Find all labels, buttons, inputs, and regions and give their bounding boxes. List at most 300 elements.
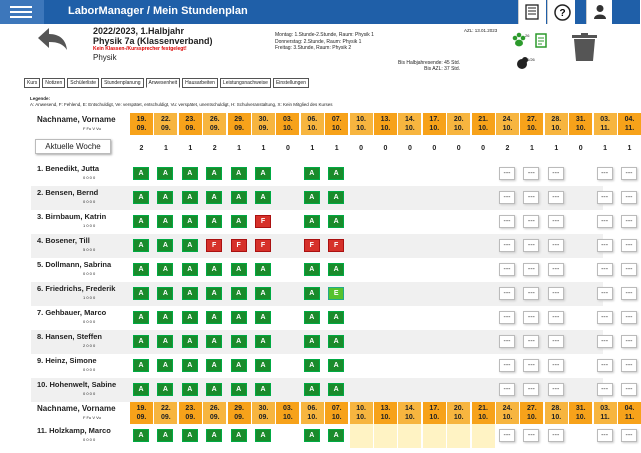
attendance-empty-button[interactable]: --- — [548, 287, 564, 300]
date-day: 07. — [331, 116, 342, 123]
date-month: 10. — [527, 125, 537, 132]
attendance-mark-A[interactable]: A — [231, 191, 247, 204]
tab-hausarbeiten[interactable]: Hausarbeiten — [182, 78, 218, 88]
attendance-mark-A[interactable]: A — [157, 167, 173, 180]
lesson-count-cell: 1 — [163, 145, 168, 152]
date-day: 31. — [575, 405, 586, 412]
date-month: 09. — [136, 414, 147, 421]
trash-icon[interactable] — [571, 33, 599, 63]
date-month: 10. — [453, 125, 464, 132]
attendance-empty-button[interactable]: --- — [548, 429, 564, 442]
date-month: 10. — [331, 125, 342, 132]
attendance-empty-button[interactable]: --- — [499, 239, 515, 252]
attendance-empty-button[interactable]: --- — [548, 263, 564, 276]
attendance-mark-A[interactable]: A — [182, 359, 198, 372]
date-month: 10. — [283, 414, 293, 421]
attendance-mark-A[interactable]: A — [182, 383, 198, 396]
date-header-cell[interactable] — [179, 113, 202, 135]
date-month: 10. — [478, 414, 488, 421]
date-month: 11. — [624, 125, 635, 132]
tab-anwesenheit[interactable]: Anwesenheit — [146, 78, 181, 88]
attendance-mark-A[interactable]: A — [206, 311, 222, 324]
student-name[interactable]: 3. Birnbaum, Katrin — [37, 212, 107, 221]
date-header-row — [31, 402, 635, 424]
date-month: 11. — [600, 414, 610, 421]
attendance-mark-A[interactable]: A — [133, 287, 149, 300]
date-header-cell[interactable] — [130, 113, 153, 135]
attendance-mark-A[interactable]: A — [304, 287, 320, 300]
attendance-empty-button[interactable]: --- — [597, 359, 613, 372]
student-counts: 0 0 0 0 — [83, 391, 96, 396]
student-row — [31, 162, 633, 186]
date-month: 09. — [136, 125, 147, 132]
attendance-mark-A[interactable]: A — [157, 335, 173, 348]
student-counts: 1 0 0 0 — [83, 223, 96, 228]
attendance-mark-A[interactable]: A — [328, 311, 344, 324]
attendance-empty-button[interactable]: --- — [499, 263, 515, 276]
student-counts: 2 0 0 0 — [83, 343, 96, 348]
date-day: 28. — [551, 405, 562, 412]
date-header-cell[interactable] — [520, 113, 543, 135]
tab-stundenplanung[interactable]: Stundenplanung — [101, 78, 143, 88]
user-button[interactable] — [586, 0, 612, 24]
lesson-count-cell: 1 — [310, 145, 315, 152]
attendance-mark-A[interactable]: A — [133, 335, 149, 348]
date-header-cell[interactable] — [520, 402, 543, 424]
student-name[interactable]: 8. Hansen, Steffen — [37, 332, 103, 341]
date-header-cell[interactable] — [325, 402, 348, 424]
attendance-mark-A[interactable]: A — [182, 429, 198, 442]
date-day: 29. — [234, 405, 244, 412]
attendance-empty-button[interactable]: --- — [597, 429, 613, 442]
attendance-empty-button[interactable]: --- — [499, 359, 515, 372]
attendance-mark-A[interactable]: A — [231, 263, 247, 276]
attendance-mark-A[interactable]: A — [157, 383, 173, 396]
attendance-mark-A[interactable]: A — [255, 311, 271, 324]
date-header-cell[interactable] — [569, 402, 592, 424]
date-header-cell[interactable] — [350, 402, 373, 424]
attendance-empty-button[interactable]: --- — [548, 335, 564, 348]
attendance-mark-F[interactable]: F — [328, 239, 344, 252]
date-day: 28. — [551, 116, 562, 123]
attendance-mark-A[interactable]: A — [133, 263, 149, 276]
date-header-cell[interactable] — [203, 113, 226, 135]
attendance-empty-button[interactable]: --- — [597, 311, 613, 324]
date-month: 10. — [283, 125, 293, 132]
date-header-cell[interactable] — [398, 402, 421, 424]
legend-text: A: Anwesend, F: Fehlend, E: Entschuldigt, Ve: verspätet, entschuldigt, Vu: verspätet, unentschuldigt, H: Schulveranstaltung, X: Kein Mitglied des Kurses — [30, 101, 333, 107]
student-name[interactable]: 5. Dollmann, Sabrina — [37, 260, 112, 269]
attendance-mark-A[interactable]: A — [206, 215, 222, 228]
attendance-empty-button[interactable]: --- — [597, 191, 613, 204]
document-icon[interactable] — [535, 33, 547, 48]
student-counts: 0 0 0 0 — [83, 437, 96, 442]
date-day: 13. — [380, 405, 391, 412]
date-header-cell[interactable] — [594, 402, 617, 424]
student-row — [31, 234, 633, 258]
date-month: 10. — [551, 414, 562, 421]
attendance-mark-A[interactable]: A — [304, 335, 320, 348]
attendance-mark-A[interactable]: A — [206, 359, 222, 372]
date-header-cell[interactable] — [496, 402, 519, 424]
attendance-empty-button[interactable]: --- — [499, 311, 515, 324]
attendance-empty-button[interactable]: --- — [499, 383, 515, 396]
attendance-mark-A[interactable]: A — [304, 263, 320, 276]
date-day: 14. — [405, 116, 415, 123]
student-name[interactable]: 1. Benedikt, Jutta — [37, 164, 100, 173]
attendance-empty-button[interactable]: --- — [597, 215, 613, 228]
attendance-mark-A[interactable]: A — [255, 335, 271, 348]
date-day: 06. — [307, 116, 318, 123]
attendance-mark-F[interactable]: F — [304, 239, 320, 252]
attendance-mark-A[interactable]: A — [255, 429, 271, 442]
attendance-mark-A[interactable]: A — [133, 167, 149, 180]
student-name[interactable]: 4. Bosener, Till — [37, 236, 90, 245]
student-name[interactable]: 6. Friedrichs, Frederik — [37, 284, 116, 293]
attendance-mark-A[interactable]: A — [157, 239, 173, 252]
date-month: 10. — [575, 414, 586, 421]
attendance-mark-A[interactable]: A — [133, 429, 149, 442]
attendance-mark-A[interactable]: A — [182, 239, 198, 252]
attendance-empty-button[interactable]: --- — [548, 311, 564, 324]
attendance-mark-A[interactable]: A — [157, 359, 173, 372]
attendance-mark-A[interactable]: A — [182, 215, 198, 228]
date-header-cell[interactable] — [301, 402, 324, 424]
attendance-empty-button[interactable]: --- — [523, 215, 539, 228]
attendance-empty-button[interactable]: --- — [499, 167, 515, 180]
svg-text:?: ? — [559, 8, 566, 19]
tab-leistungsnachweise[interactable]: Leistungsnachweise — [220, 78, 271, 88]
attendance-mark-A[interactable]: A — [206, 287, 222, 300]
date-header-cell[interactable] — [130, 402, 153, 424]
attendance-mark-A[interactable]: A — [231, 383, 247, 396]
attendance-mark-A[interactable]: A — [304, 311, 320, 324]
student-counts: 0 0 0 0 — [83, 319, 96, 324]
paw-count: 26 — [525, 33, 530, 38]
student-counts: 0 0 0 0 — [83, 175, 96, 180]
attendance-mark-A[interactable]: A — [304, 359, 320, 372]
date-month: 09. — [161, 125, 171, 132]
attendance-empty-button[interactable]: --- — [523, 239, 539, 252]
attendance-empty-button[interactable]: --- — [523, 311, 539, 324]
attendance-mark-E[interactable]: E — [328, 287, 344, 300]
back-arrow-icon[interactable] — [36, 26, 70, 52]
date-month: 10. — [331, 414, 342, 421]
date-header-cell[interactable] — [252, 113, 275, 135]
attendance-empty-button[interactable]: --- — [621, 335, 637, 348]
attendance-mark-A[interactable]: A — [231, 167, 247, 180]
notes-button[interactable] — [518, 0, 546, 24]
user-icon — [593, 4, 607, 20]
attendance-empty-button[interactable]: --- — [548, 215, 564, 228]
date-day: 03. — [283, 116, 293, 123]
holiday-cell — [472, 424, 495, 448]
tab-einstellungen[interactable]: Einstellungen — [273, 78, 309, 88]
attendance-empty-button[interactable]: --- — [621, 215, 637, 228]
attendance-mark-A[interactable]: A — [328, 335, 344, 348]
hamburger-line — [10, 11, 32, 13]
date-header-cell[interactable] — [545, 113, 568, 135]
attendance-mark-A[interactable]: A — [304, 215, 320, 228]
date-day: 27. — [527, 405, 537, 412]
help-button[interactable] — [547, 0, 575, 24]
count-column-header: F Fu V Vu — [83, 126, 101, 131]
attendance-mark-A[interactable]: A — [231, 215, 247, 228]
attendance-empty-button[interactable]: --- — [621, 239, 637, 252]
attendance-mark-A[interactable]: A — [231, 287, 247, 300]
attendance-mark-A[interactable]: A — [231, 335, 247, 348]
attendance-empty-button[interactable]: --- — [523, 191, 539, 204]
tab-notizen[interactable]: Notizen — [42, 78, 65, 88]
attendance-mark-A[interactable]: A — [231, 311, 247, 324]
attendance-mark-A[interactable]: A — [328, 359, 344, 372]
tab-kurs[interactable]: Kurs — [24, 78, 40, 88]
holiday-cell — [398, 424, 421, 448]
attendance-mark-A[interactable]: A — [304, 383, 320, 396]
attendance-mark-A[interactable]: A — [157, 215, 173, 228]
lesson-count-cell: 1 — [603, 145, 608, 152]
attendance-empty-button[interactable]: --- — [597, 239, 613, 252]
date-header-cell[interactable] — [569, 113, 592, 135]
student-name[interactable]: 7. Gehbauer, Marco — [37, 308, 107, 317]
attendance-empty-button[interactable]: --- — [621, 287, 637, 300]
date-month: 10. — [380, 414, 391, 421]
date-header-cell[interactable] — [154, 113, 177, 135]
attendance-mark-A[interactable]: A — [255, 287, 271, 300]
date-day: 21. — [478, 116, 488, 123]
attendance-mark-A[interactable]: A — [231, 359, 247, 372]
badge-count: 1/26 — [527, 57, 535, 62]
current-week-button[interactable]: Aktuelle Woche — [35, 139, 111, 154]
date-header-cell[interactable] — [154, 402, 177, 424]
date-month: 10. — [551, 125, 562, 132]
date-day: 04. — [624, 405, 635, 412]
attendance-mark-A[interactable]: A — [328, 429, 344, 442]
attendance-empty-button[interactable]: --- — [523, 335, 539, 348]
date-header-cell[interactable] — [472, 113, 495, 135]
date-header-cell[interactable] — [398, 113, 421, 135]
date-header-cell[interactable] — [276, 113, 299, 135]
attendance-empty-button[interactable]: --- — [621, 191, 637, 204]
attendance-empty-button[interactable]: --- — [621, 359, 637, 372]
student-name[interactable]: 9. Heinz, Simone — [37, 356, 97, 365]
lesson-count-cell: 1 — [627, 145, 632, 152]
attendance-mark-A[interactable]: A — [206, 335, 222, 348]
student-counts: 1 0 0 0 — [83, 295, 96, 300]
student-row — [31, 306, 633, 330]
attendance-mark-A[interactable]: A — [206, 383, 222, 396]
hamburger-icon — [10, 6, 32, 8]
attendance-empty-button[interactable]: --- — [621, 429, 637, 442]
attendance-mark-A[interactable]: A — [328, 215, 344, 228]
attendance-mark-A[interactable]: A — [304, 191, 320, 204]
attendance-mark-A[interactable]: A — [157, 287, 173, 300]
date-day: 10. — [356, 405, 366, 412]
date-header-cell[interactable] — [447, 402, 470, 424]
attendance-empty-button[interactable]: --- — [548, 359, 564, 372]
attendance-mark-F[interactable]: F — [255, 215, 271, 228]
lesson-count-cell: 0 — [456, 145, 461, 152]
lesson-count-cell: 1 — [237, 145, 242, 152]
date-header-cell[interactable] — [325, 113, 348, 135]
date-header-cell[interactable] — [228, 113, 251, 135]
attendance-mark-A[interactable]: A — [182, 191, 198, 204]
tab-schuelerliste[interactable]: Schülerliste — [67, 78, 99, 88]
attendance-empty-button[interactable]: --- — [499, 335, 515, 348]
attendance-empty-button[interactable]: --- — [597, 335, 613, 348]
attendance-mark-A[interactable]: A — [304, 167, 320, 180]
attendance-mark-A[interactable]: A — [328, 167, 344, 180]
date-month: 10. — [453, 414, 464, 421]
date-month: 10. — [380, 125, 391, 132]
attendance-empty-button[interactable]: --- — [548, 383, 564, 396]
date-month: 10. — [575, 125, 586, 132]
date-header-cell[interactable] — [545, 402, 568, 424]
date-day: 19. — [136, 116, 147, 123]
attendance-empty-button[interactable]: --- — [621, 167, 637, 180]
attendance-empty-button[interactable]: --- — [621, 263, 637, 276]
summary-row — [31, 135, 632, 162]
attendance-mark-A[interactable]: A — [255, 359, 271, 372]
date-day: 03. — [283, 405, 293, 412]
date-day: 13. — [380, 116, 391, 123]
attendance-empty-button[interactable]: --- — [597, 167, 613, 180]
attendance-empty-button[interactable]: --- — [523, 383, 539, 396]
lesson-count-cell: 2 — [139, 145, 144, 152]
attendance-mark-A[interactable]: A — [255, 263, 271, 276]
attendance-mark-A[interactable]: A — [328, 263, 344, 276]
date-month: 10. — [405, 125, 415, 132]
attendance-empty-button[interactable]: --- — [499, 215, 515, 228]
attendance-mark-F[interactable]: F — [255, 239, 271, 252]
attendance-mark-A[interactable]: A — [133, 191, 149, 204]
speaker-badge-icon[interactable] — [516, 55, 540, 71]
date-header-cell[interactable] — [447, 113, 470, 135]
attendance-mark-A[interactable]: A — [133, 359, 149, 372]
date-header-cell[interactable] — [618, 402, 641, 424]
date-month: 09. — [185, 125, 196, 132]
attendance-empty-button[interactable]: --- — [548, 239, 564, 252]
attendance-mark-A[interactable]: A — [182, 311, 198, 324]
attendance-mark-A[interactable]: A — [206, 263, 222, 276]
date-month: 09. — [234, 125, 244, 132]
attendance-mark-A[interactable]: A — [133, 215, 149, 228]
attendance-empty-button[interactable]: --- — [499, 191, 515, 204]
attendance-empty-button[interactable]: --- — [548, 191, 564, 204]
menu-button[interactable] — [0, 0, 44, 24]
date-header-cell[interactable] — [252, 402, 275, 424]
attendance-mark-A[interactable]: A — [182, 335, 198, 348]
attendance-mark-A[interactable]: A — [328, 383, 344, 396]
student-counts: 5 0 0 0 — [83, 247, 96, 252]
class-title: Physik 7a (Klassenverband) — [93, 36, 213, 46]
date-header-cell[interactable] — [374, 113, 397, 135]
attendance-empty-button[interactable]: --- — [523, 287, 539, 300]
date-header-cell[interactable] — [301, 113, 324, 135]
attendance-empty-button[interactable]: --- — [621, 383, 637, 396]
attendance-mark-A[interactable]: A — [255, 167, 271, 180]
tab-bar — [24, 78, 311, 88]
attendance-mark-A[interactable]: A — [328, 191, 344, 204]
date-header-cell[interactable] — [423, 113, 446, 135]
attendance-empty-button[interactable]: --- — [621, 311, 637, 324]
hours-remaining — [380, 60, 460, 72]
attendance-mark-A[interactable]: A — [133, 311, 149, 324]
attendance-empty-button[interactable]: --- — [597, 383, 613, 396]
name-column-header: Nachname, Vorname — [37, 404, 116, 413]
attendance-empty-button[interactable]: --- — [523, 359, 539, 372]
attendance-empty-button[interactable]: --- — [499, 429, 515, 442]
attendance-mark-A[interactable]: A — [133, 383, 149, 396]
attendance-mark-A[interactable]: A — [206, 191, 222, 204]
date-month: 10. — [429, 125, 440, 132]
attendance-mark-A[interactable]: A — [304, 429, 320, 442]
attendance-mark-A[interactable]: A — [157, 263, 173, 276]
date-header-cell[interactable] — [618, 113, 641, 135]
attendance-empty-button[interactable]: --- — [523, 167, 539, 180]
attendance-mark-A[interactable]: A — [157, 191, 173, 204]
attendance-mark-A[interactable]: A — [255, 191, 271, 204]
attendance-mark-A[interactable]: A — [182, 263, 198, 276]
azl-date: AZL: 13.01.2023 — [464, 28, 498, 33]
attendance-empty-button[interactable]: --- — [597, 287, 613, 300]
lesson-count-cell: 0 — [359, 145, 364, 152]
date-header-cell[interactable] — [350, 113, 373, 135]
paw-icon[interactable] — [511, 32, 529, 48]
student-name[interactable]: 11. Holzkamp, Marco — [37, 426, 111, 435]
date-header-cell[interactable] — [374, 402, 397, 424]
help-icon — [554, 4, 571, 21]
lesson-count-cell: 2 — [212, 145, 217, 152]
date-day: 22. — [161, 405, 171, 412]
date-month: 09. — [258, 414, 269, 421]
date-header-cell[interactable] — [594, 113, 617, 135]
date-day: 20. — [453, 405, 464, 412]
attendance-mark-F[interactable]: F — [206, 239, 222, 252]
attendance-empty-button[interactable]: --- — [523, 263, 539, 276]
date-header-cell[interactable] — [496, 113, 519, 135]
hours-halbjahr: Bis Halbjahresende: 45 Std. — [398, 60, 460, 66]
attendance-mark-A[interactable]: A — [255, 383, 271, 396]
date-day: 21. — [478, 405, 488, 412]
date-header-row — [31, 113, 635, 135]
student-name[interactable]: 10. Hohenwelt, Sabine — [37, 380, 117, 389]
date-header-cell[interactable] — [179, 402, 202, 424]
attendance-empty-button[interactable]: --- — [597, 263, 613, 276]
term-title: 2022/2023, 1.Halbjahr — [93, 26, 185, 36]
attendance-mark-F[interactable]: F — [231, 239, 247, 252]
attendance-empty-button[interactable]: --- — [499, 287, 515, 300]
student-name[interactable]: 2. Bensen, Bernd — [37, 188, 99, 197]
lesson-count-cell: 1 — [334, 145, 339, 152]
attendance-mark-A[interactable]: A — [231, 429, 247, 442]
attendance-empty-button[interactable]: --- — [548, 167, 564, 180]
attendance-mark-A[interactable]: A — [206, 429, 222, 442]
date-header-cell[interactable] — [423, 402, 446, 424]
date-header-cell[interactable] — [276, 402, 299, 424]
attendance-mark-A[interactable]: A — [157, 311, 173, 324]
attendance-mark-A[interactable]: A — [206, 167, 222, 180]
warning-text: Kein Klassen-/Kurssprecher festgelegt! — [93, 46, 187, 52]
attendance-mark-A[interactable]: A — [157, 429, 173, 442]
attendance-mark-A[interactable]: A — [133, 239, 149, 252]
date-header-cell[interactable] — [203, 402, 226, 424]
date-header-cell[interactable] — [472, 402, 495, 424]
attendance-mark-A[interactable]: A — [182, 287, 198, 300]
attendance-mark-A[interactable]: A — [182, 167, 198, 180]
date-header-cell[interactable] — [228, 402, 251, 424]
attendance-empty-button[interactable]: --- — [523, 429, 539, 442]
